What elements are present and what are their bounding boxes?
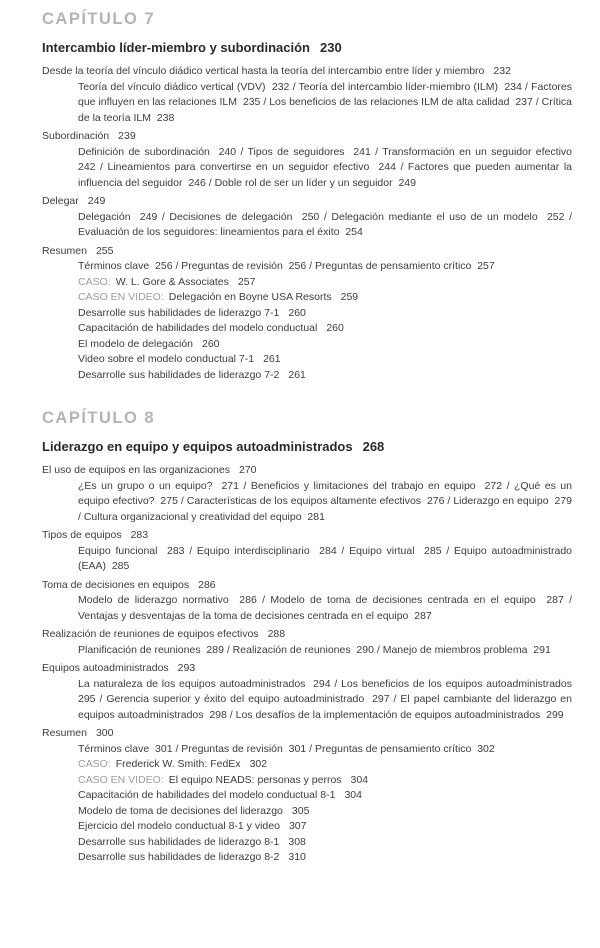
toc-section-line — [42, 194, 572, 210]
toc-item — [78, 804, 572, 820]
chapter-heading: CAPÍTULO 7 — [42, 10, 156, 28]
toc-section-text: Delegar — [42, 195, 79, 207]
page-number: 232 — [493, 65, 511, 77]
toc-case-item — [78, 773, 572, 789]
page-number: 261 — [288, 368, 306, 381]
toc-detail-run: Teoría del vínculo diádico vertical (VDV) 232 / Teoría del intercambio líder-miembro (ILM) 234 / Factores que influyen en las relaciones ILM 235 / Los beneficios de las relaciones ILM de alta calidad 237 / Crítica de la teoría ILM 238 — [78, 80, 575, 124]
toc-case-item — [78, 757, 572, 773]
case-label: CASO EN VIDEO: — [78, 291, 164, 303]
toc-section-line — [42, 726, 572, 742]
toc-section-line — [42, 528, 572, 544]
page-number: 239 — [118, 130, 136, 142]
chapter-title — [42, 40, 572, 55]
page-number: 261 — [263, 353, 281, 365]
page-number: 288 — [267, 628, 286, 640]
toc-section-text: Desde la teoría del vínculo diádico vertical hasta la teoría del intercambio entre líder y miembro — [42, 65, 485, 77]
toc-section-line — [42, 661, 572, 677]
toc-section-text: Resumen — [42, 727, 87, 739]
toc-item-text: Capacitación de habilidades del modelo conductual 8-1 — [78, 789, 336, 801]
chapter-heading: CAPÍTULO 8 — [42, 409, 156, 427]
toc-item — [78, 819, 572, 835]
toc-section-line — [42, 463, 572, 479]
case-label: CASO: — [78, 758, 111, 770]
toc-section-text: Equipos autoadministrados — [42, 662, 169, 674]
case-label: CASO: — [78, 275, 111, 288]
chapter-title-text: Liderazgo en equipo y equipos autoadministrados — [42, 439, 353, 454]
toc-item-text: Desarrolle sus habilidades de liderazgo 7-1 — [78, 306, 280, 319]
toc-section-text: El uso de equipos en las organizaciones — [42, 464, 230, 476]
toc-item — [78, 352, 572, 368]
page-number: 260 — [326, 322, 344, 334]
toc-section-text: Tipos de equipos — [42, 529, 122, 541]
toc-section-line — [42, 129, 572, 145]
page-number: 286 — [198, 578, 216, 591]
toc-item-text: Video sobre el modelo conductual 7-1 — [78, 353, 255, 365]
chapter-title-page-number: 230 — [320, 40, 342, 55]
toc-section-line — [42, 64, 572, 80]
page-number: 304 — [350, 773, 369, 786]
page-number: 249 — [87, 195, 106, 207]
page-number: 260 — [288, 306, 306, 319]
page-number: 259 — [340, 291, 359, 303]
toc-detail-run: Definición de subordinación 240 / Tipos de seguidores 241 / Transformación en un seguidor efectivo 242 / Lineamientos para convertirse en un seguidor efectivo 244 / Factores que pueden aumentar la influencia del seguidor 246 / Doble rol de ser un líder y un seguidor 249 — [78, 145, 578, 189]
toc-item-text: Ejercicio del modelo conductual 8-1 y video — [78, 820, 280, 832]
toc-item-text: Capacitación de habilidades del modelo conductual — [78, 322, 318, 334]
case-text: Frederick W. Smith: FedEx — [115, 758, 241, 770]
toc-detail-run: La naturaleza de los equipos autoadministrados 294 / Los beneficios de los equipos autoadministrados 295 / Gerencia superior y éxito del equipo autoadministrado 297 / El papel cambiante del liderazgo en equipos autoadministrados 298 / Los desafíos de la implementación de equipos autoadministrados 299 — [78, 677, 578, 721]
toc-item-text: Desarrolle sus habilidades de liderazgo 8-1 — [78, 835, 280, 848]
page-number: 255 — [95, 244, 114, 257]
toc-item — [78, 835, 572, 851]
page-number: 310 — [288, 851, 306, 863]
chapter-title-page-number: 268 — [362, 439, 385, 454]
toc-item-text: Modelo de toma de decisiones del liderazgo — [78, 804, 283, 817]
page-number: 305 — [291, 804, 310, 817]
toc-detail-run: Planificación de reuniones 289 / Realización de reuniones 290 / Manejo de miembros problema 291 — [78, 643, 551, 656]
toc-detail-run: Términos clave 256 / Preguntas de revisión 256 / Preguntas de pensamiento crítico 257 — [78, 260, 495, 272]
page-number: 283 — [130, 529, 149, 541]
page-number: 260 — [202, 337, 220, 350]
chapter-block — [42, 409, 578, 866]
toc-section-text: Toma de decisiones en equipos — [42, 578, 190, 591]
toc-item — [78, 337, 572, 353]
page-number: 307 — [288, 820, 307, 832]
toc-detail-run: Modelo de liderazgo normativo 286 / Modelo de toma de decisiones centrada en el equipo 287 / Ventajas y desventajas de la toma de decisiones centrada en el equipo 287 — [78, 594, 575, 622]
toc-item — [78, 306, 572, 322]
page-number: 302 — [249, 758, 268, 770]
page-number: 308 — [288, 835, 306, 848]
toc-item-text: El modelo de delegación — [78, 337, 193, 350]
case-label: CASO EN VIDEO: — [78, 773, 164, 786]
chapter-title — [42, 439, 572, 454]
toc-item-text: Desarrolle sus habilidades de liderazgo 8-2 — [78, 851, 280, 863]
chapter-title-text: Intercambio líder-miembro y subordinación — [42, 40, 310, 55]
toc-section-line — [42, 244, 572, 260]
toc-case-item — [78, 290, 572, 306]
toc-detail-run: Delegación 249 / Decisiones de delegación 250 / Delegación mediante el uso de un modelo 252 / Evaluación de los seguidores: lineamientos para el éxito 254 — [78, 210, 575, 238]
page-number: 293 — [177, 662, 196, 674]
chapter-block — [42, 10, 578, 383]
toc-item-text: Desarrolle sus habilidades de liderazgo 7-2 — [78, 368, 280, 381]
page-number: 257 — [237, 275, 256, 288]
toc-section-line — [42, 578, 572, 594]
toc-section-text: Subordinación — [42, 130, 110, 142]
page-number: 270 — [238, 464, 257, 476]
toc-item — [78, 368, 572, 384]
toc-case-item — [78, 275, 572, 291]
toc-detail-run: ¿Es un grupo o un equipo? 271 / Beneficios y limitaciones del trabajo en equipo 272 / ¿Qué es un equipo efectivo? 275 / Características de los equipos altamente efectivos 276 / Liderazgo en equipo 279 / Cultura organizacional y creatividad del equipo 281 — [78, 479, 575, 523]
toc-section-text: Resumen — [42, 244, 87, 257]
page-number: 300 — [95, 727, 114, 739]
toc-section-line — [42, 627, 572, 643]
case-text: Delegación en Boyne USA Resorts — [168, 291, 332, 303]
toc-section-text: Realización de reuniones de equipos efectivos — [42, 628, 259, 640]
toc-detail-run: Términos clave 301 / Preguntas de revisión 301 / Preguntas de pensamiento crítico 302 — [78, 742, 495, 755]
page-number: 304 — [344, 789, 362, 801]
case-text: El equipo NEADS: personas y perros — [168, 773, 342, 786]
case-text: W. L. Gore & Associates — [115, 275, 229, 288]
toc-item — [78, 788, 572, 804]
toc-detail-run: Equipo funcional 283 / Equipo interdisciplinario 284 / Equipo virtual 285 / Equipo autoadministrado (EAA) 285 — [78, 544, 575, 572]
toc-item — [78, 321, 572, 337]
toc-item — [78, 850, 572, 866]
